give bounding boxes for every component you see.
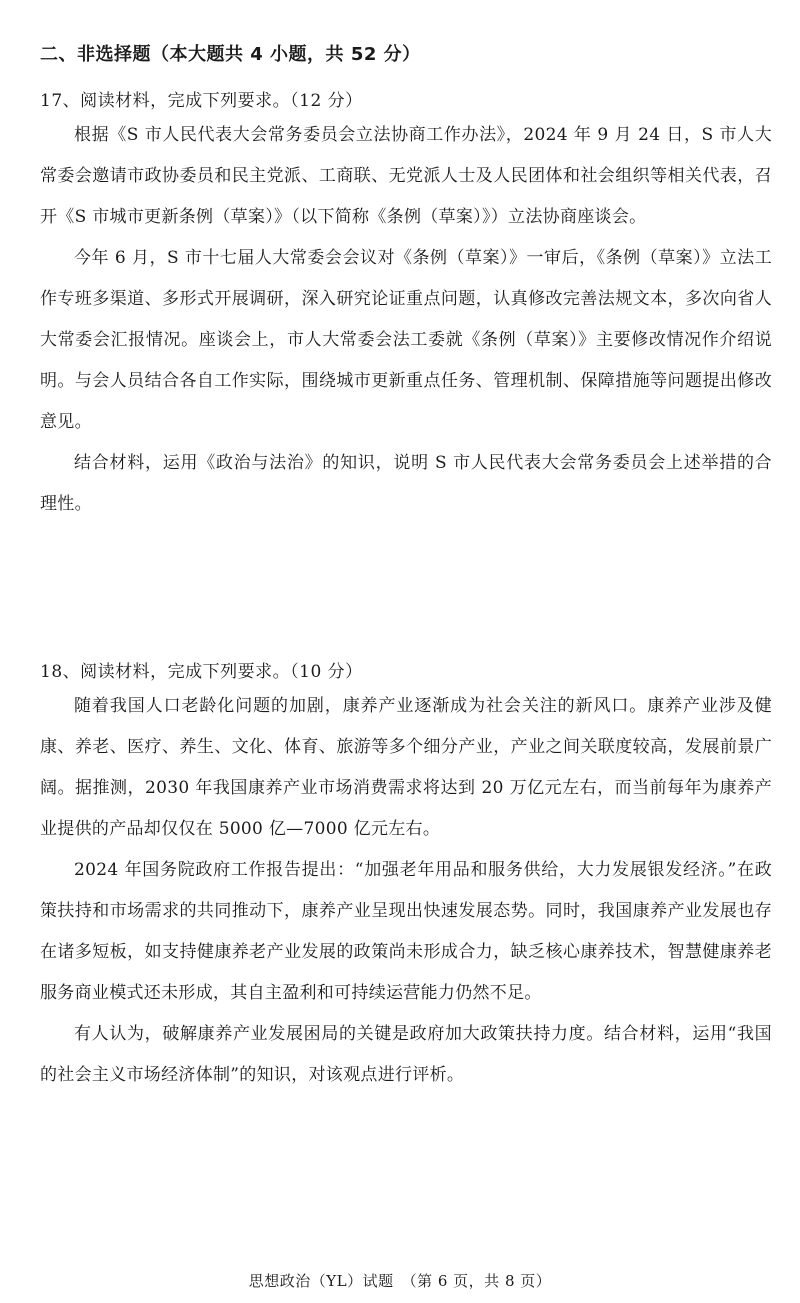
question-18-prompt: 有人认为，破解康养产业发展困局的关键是政府加大政策扶持力度。结合材料，运用“我国的社会主义市场经济体制”的知识，对该观点进行评析。 (40, 1024, 772, 1085)
question-18-title: 18、阅读材料，完成下列要求。（10 分） (40, 662, 363, 682)
section-heading: 二、非选择题（本大题共 4 小题，共 52 分） (40, 44, 421, 65)
question-17-paragraph-2: 今年 6 月，S 市十七届人大常委会会议对《条例（草案）》一审后，《条例（草案）》立法工作专班多渠道、多形式开展调研，深入研究论证重点问题，认真修改完善法规文本，多次向省人大常委会汇报情况。座谈会上，市人大常委会法工委就《条例（草案）》主要修改情况作介绍说明。与会人员结合各自工作实际，围绕城市更新重点任务、管理机制、保障措施等问题提出修改意见。 (40, 248, 772, 432)
question-18-paragraph-1: 随着我国人口老龄化问题的加剧，康养产业逐渐成为社会关注的新风口。康养产业涉及健康、养老、医疗、养生、文化、体育、旅游等多个细分产业，产业之间关联度较高，发展前景广阔。据推测，2030 年我国康养产业市场消费需求将达到 20 万亿元左右，而当前每年为康养产业提供的产品却仅仅在 5000 亿—7000 亿元左右。 (40, 696, 772, 839)
question-17-prompt: 结合材料，运用《政治与法治》的知识，说明 S 市人民代表大会常务委员会上述举措的合理性。 (40, 453, 772, 514)
page-footer: 思想政治（YL）试题 （第 6 页，共 8 页） (248, 1272, 552, 1290)
question-18-paragraph-2: 2024 年国务院政府工作报告提出：“加强老年用品和服务供给，大力发展银发经济。”在政策扶持和市场需求的共同推动下，康养产业呈现出快速发展态势。同时，我国康养产业发展也存在诸多短板，如支持健康养老产业发展的政策尚未形成合力，缺乏核心康养技术，智慧健康养老服务商业模式还未形成，其自主盈利和可持续运营能力仍然不足。 (40, 860, 772, 1003)
question-17-paragraph-1: 根据《S 市人民代表大会常务委员会立法协商工作办法》，2024 年 9 月 24 日，S 市人大常委会邀请市政协委员和民主党派、工商联、无党派人士及人民团体和社会组织等相关代表，召开《S 市城市更新条例（草案）》（以下简称《条例（草案）》）立法协商座谈会。 (40, 125, 772, 227)
question-17-title: 17、阅读材料，完成下列要求。（12 分） (40, 91, 363, 111)
